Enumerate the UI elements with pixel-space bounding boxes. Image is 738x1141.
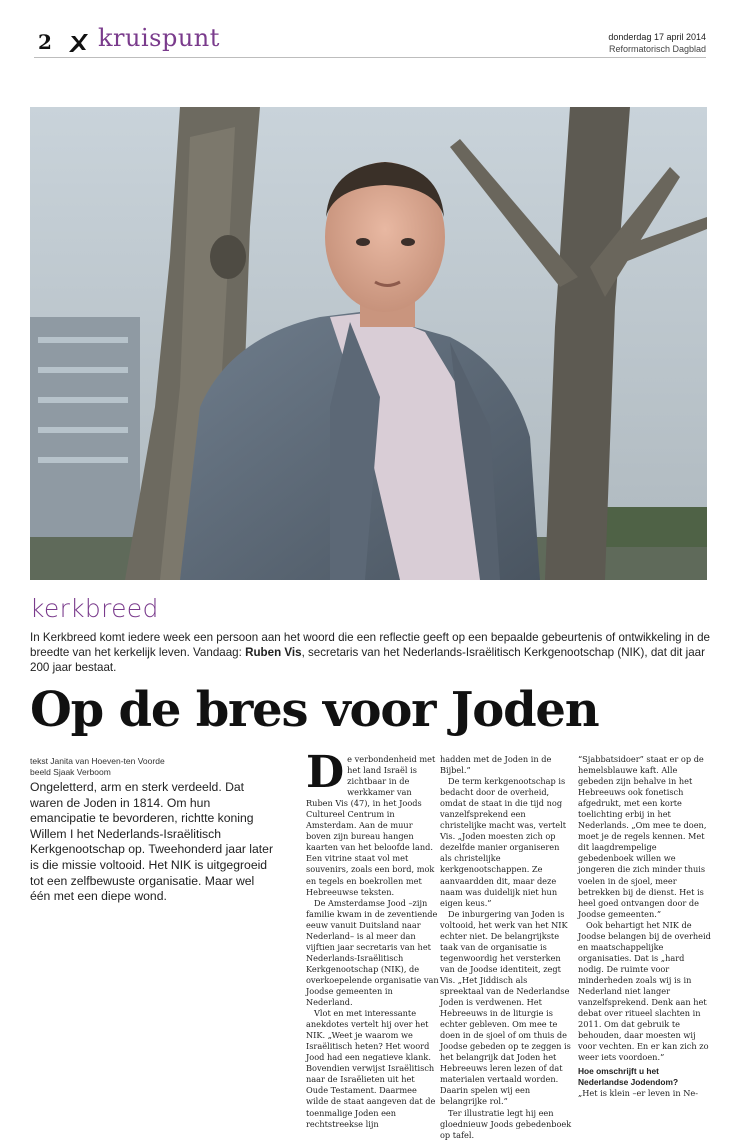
- page-header: [34, 26, 706, 58]
- dropcap: D: [306, 747, 345, 798]
- article-paragraph: Ter illustratie legt hij een gloednieuw Joods gebedenboek op tafel.: [440, 1107, 572, 1140]
- intro-text-part1: In Kerkbreed komt iedere week een persoon aan het woord die een reflectie geeft op een bepaalde gebeurtenis of ontwikkeling in de breedte van het kerkelijk leven. Vandaag:: [30, 631, 710, 659]
- lead-paragraph: Ongeletterd, arm en sterk verdeeld. Dat waren de Joden in 1814. Om hun emancipatie te bevorderen, richtte koning Willem I het Nederlands-Israëlitisch Kerkgenootschap op. Tweehonderd jaar later is die missie voltooid. Het NIK is uitgegroeid tot een zelfbewuste organisatie. Maar wel één met een diepe wond.: [30, 780, 274, 904]
- portrait-photo: [30, 107, 707, 580]
- article-column-3: [578, 754, 711, 1099]
- article-paragraph: De Amsterdamse Jood –zijn familie kwam in de zeventiende eeuw vanuit Duitsland naar Nederland– is al meer dan vijftien jaar secretaris van het Nederlands-Israëlitisch Kerkgenootschap (NIK), de overkoepelende organisatie van Joodse gemeenten in Nederland.: [306, 897, 439, 1008]
- subheading-question: Hoe omschrijft u het Nederlandse Jodendom?: [578, 1066, 679, 1088]
- article-column-1: [306, 747, 439, 1130]
- intro-text-part2: , secretaris van het Nederlands-Israëlitisch Kerkgenootschap (NIK), dat dit jaar 200 jaar bestaat.: [30, 646, 705, 674]
- article-paragraph: hadden met de Joden in de Bijbel.”: [440, 754, 552, 776]
- intro-name: Ruben Vis: [245, 646, 302, 659]
- article-paragraph: „Het is klein –er leven in Ne-: [578, 1088, 698, 1099]
- section-title: kruispunt: [98, 24, 220, 52]
- credits: [30, 756, 165, 778]
- article-paragraph: Ook behartigt het NIK de Joodse belangen bij de overheid en maatschappelijke organisaties. Dat is „hard nodig. De ruimte voor minderheden zoals wij is in Nederland niet langer vanzelfsprekend. Denk aan het debat over ritueel slachten in 2011. Om dat gebruik te behouden, daar moesten wij voor vechten. En er kan zich zo weer iets voordoen.”: [578, 919, 711, 1063]
- photo-credit: beeld Sjaak Verboom: [30, 767, 111, 777]
- page-number: 2: [38, 30, 52, 54]
- text-credit: tekst Janita van Hoeven-ten Voorde: [30, 756, 165, 766]
- article-paragraph: Vlot en met interessante anekdotes vertelt hij over het NIK. „Weet je waarom we Israëlitisch heten? Het woord Jood had een negatieve klank. Bovendien verwijst Israëlitisch naar de Israëlieten uit het Oude Testament. Daarmee wilde de staat aangeven dat de toenmalige Joden een rechtstreekse lijn: [306, 1008, 436, 1129]
- headline: Op de bres voor Joden: [30, 682, 599, 738]
- kruispunt-cross-icon: [66, 32, 90, 54]
- article-column-2: [440, 754, 573, 1141]
- article-paragraph: [306, 747, 439, 898]
- article-paragraph: “Sjabbatsidoer” staat er op de hemelsblauwe kaft. Alle gebeden zijn behalve in het Hebreeuws ook fonetisch afgedrukt, met een korte toelichting erbij in het Nederlands. „Om mee te doen, moet je de regels kennen. Met dit laagdrempelige gebedenboek willen we jongeren die zich minder thuis voelen in de sjoel, meer betrekken bij de dienst. Het is heel goed ontvangen door de Joodse gemeenten.”: [578, 754, 707, 919]
- intro-text: [30, 630, 710, 675]
- article-paragraph: De inburgering van Joden is voltooid, het werk van het NIK echter niet. De belangrijkste taak van de organisatie is tegenwoordig het versterken van de Joodse identiteit, zegt Vis. „Het Jiddisch als spreektaal van de Nederlandse Joden is verdwenen. Het Hebreeuws in de liturgie is echter gebleven. Om mee te doen in de sjoel of om thuis de Joodse gebeden op te zeggen is het belangrijk dat Joden het Hebreeuws leren lezen of dat materialen vertaald worden. Daarin spelen wij een belangrijke rol.”: [440, 908, 571, 1107]
- portrait-illustration: [30, 107, 707, 580]
- issue-date: donderdag 17 april 2014: [608, 32, 706, 42]
- paragraph-text: e verbondenheid met het land Israël is zichtbaar in de werkkamer van Ruben Vis (47), in het Joods Cultureel Centrum in Amsterdam. Aan de muur boven zijn bureau hangen kaarten van het beloofde land. Een vitrine staat vol met souvenirs, zoals een bord, mok en tegels en boekrollen met Hebreeuwse teksten.: [306, 754, 436, 897]
- rubric-title: kerkbreed: [30, 594, 159, 623]
- newspaper-name: Reformatorisch Dagblad: [608, 44, 706, 54]
- article-paragraph: De term kerkgenootschap is bedacht door de overheid, omdat de staat in die tijd nog vanzelfsprekend een christelijke macht was, vertelt Vis. „Joden moesten zich op dezelfde manier organiseren als christelijke kerkgenootschappen. Ze aanvaardden dit, maar deze naam was duidelijk niet hun eigen keus.”: [440, 776, 567, 908]
